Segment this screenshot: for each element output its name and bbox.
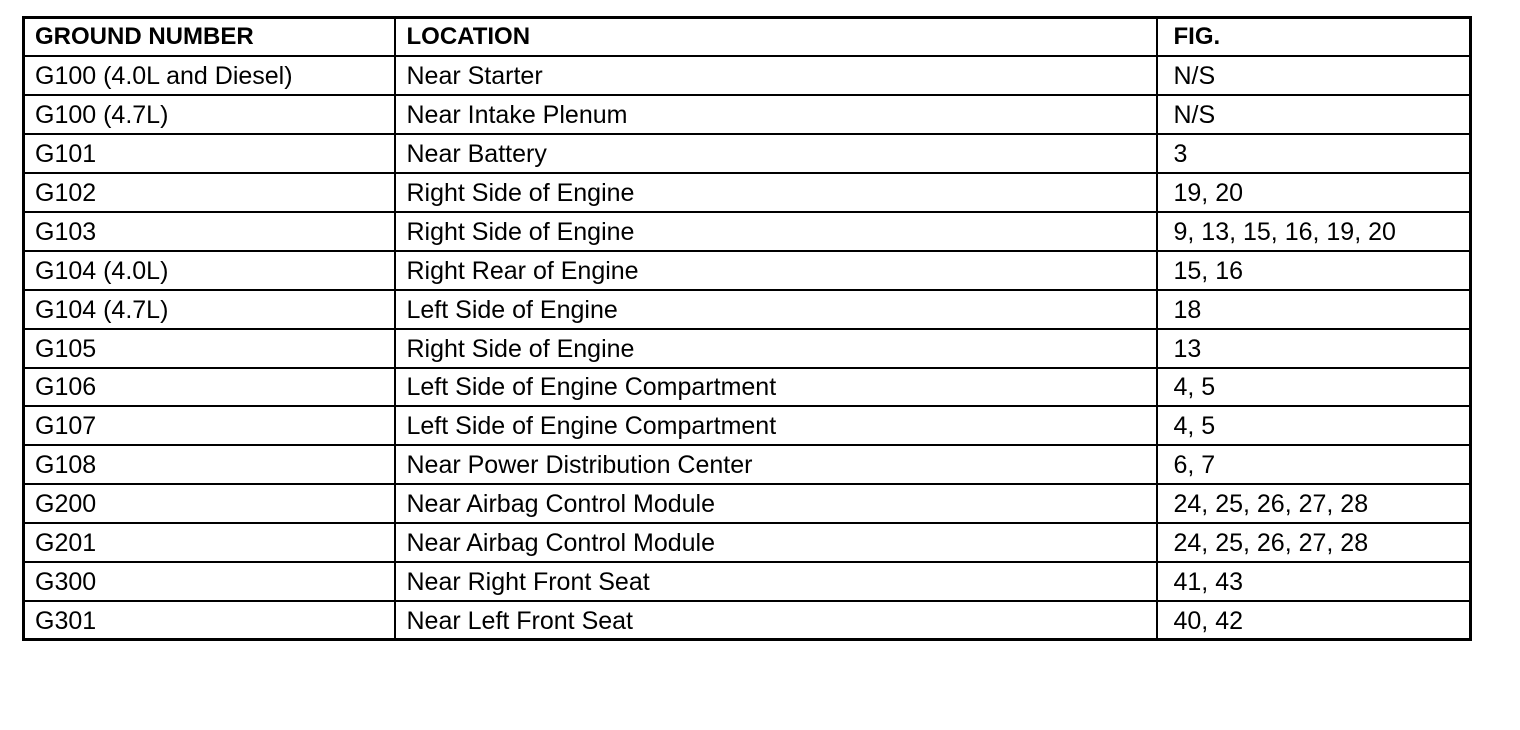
ground-number-cell: G201 — [24, 523, 395, 562]
fig-cell: 19, 20 — [1157, 173, 1471, 212]
fig-cell: N/S — [1157, 56, 1471, 95]
table-row — [24, 251, 1471, 290]
table-row — [24, 173, 1471, 212]
fig-cell: 3 — [1157, 134, 1471, 173]
table-row — [24, 484, 1471, 523]
location-cell: Right Side of Engine — [395, 212, 1157, 251]
location-cell: Right Side of Engine — [395, 173, 1157, 212]
table-row — [24, 212, 1471, 251]
fig-cell: 24, 25, 26, 27, 28 — [1157, 484, 1471, 523]
location-cell: Right Side of Engine — [395, 329, 1157, 368]
location-cell: Near Airbag Control Module — [395, 484, 1157, 523]
ground-number-cell: G200 — [24, 484, 395, 523]
table-row — [24, 56, 1471, 95]
header-row — [24, 18, 1471, 57]
location-cell: Near Intake Plenum — [395, 95, 1157, 134]
location-cell: Near Starter — [395, 56, 1157, 95]
table-row — [24, 601, 1471, 640]
location-cell: Near Left Front Seat — [395, 601, 1157, 640]
fig-cell: 4, 5 — [1157, 406, 1471, 445]
location-cell: Near Right Front Seat — [395, 562, 1157, 601]
ground-number-cell: G108 — [24, 445, 395, 484]
location-cell: Near Battery — [395, 134, 1157, 173]
ground-number-cell: G100 (4.0L and Diesel) — [24, 56, 395, 95]
location-cell: Near Power Distribution Center — [395, 445, 1157, 484]
ground-locations-table — [22, 16, 1472, 641]
ground-number-cell: G101 — [24, 134, 395, 173]
fig-cell: N/S — [1157, 95, 1471, 134]
table-row — [24, 523, 1471, 562]
fig-cell: 6, 7 — [1157, 445, 1471, 484]
ground-number-cell: G106 — [24, 368, 395, 407]
table-row — [24, 290, 1471, 329]
fig-cell: 24, 25, 26, 27, 28 — [1157, 523, 1471, 562]
fig-cell: 40, 42 — [1157, 601, 1471, 640]
fig-cell: 41, 43 — [1157, 562, 1471, 601]
fig-cell: 15, 16 — [1157, 251, 1471, 290]
header-fig: FIG. — [1157, 18, 1471, 57]
ground-number-cell: G100 (4.7L) — [24, 95, 395, 134]
header-ground-number: GROUND NUMBER — [24, 18, 395, 57]
fig-cell: 13 — [1157, 329, 1471, 368]
table-row — [24, 562, 1471, 601]
table-row — [24, 134, 1471, 173]
table-row — [24, 368, 1471, 407]
location-cell: Left Side of Engine Compartment — [395, 406, 1157, 445]
table-row — [24, 445, 1471, 484]
ground-number-cell: G104 (4.0L) — [24, 251, 395, 290]
table-row — [24, 95, 1471, 134]
fig-cell: 9, 13, 15, 16, 19, 20 — [1157, 212, 1471, 251]
ground-number-cell: G301 — [24, 601, 395, 640]
ground-number-cell: G107 — [24, 406, 395, 445]
ground-number-cell: G104 (4.7L) — [24, 290, 395, 329]
location-cell: Left Side of Engine — [395, 290, 1157, 329]
ground-number-cell: G103 — [24, 212, 395, 251]
table-row — [24, 329, 1471, 368]
fig-cell: 18 — [1157, 290, 1471, 329]
location-cell: Left Side of Engine Compartment — [395, 368, 1157, 407]
ground-number-cell: G102 — [24, 173, 395, 212]
ground-number-cell: G105 — [24, 329, 395, 368]
fig-cell: 4, 5 — [1157, 368, 1471, 407]
ground-number-cell: G300 — [24, 562, 395, 601]
header-location: LOCATION — [395, 18, 1157, 57]
location-cell: Near Airbag Control Module — [395, 523, 1157, 562]
table-row — [24, 406, 1471, 445]
location-cell: Right Rear of Engine — [395, 251, 1157, 290]
